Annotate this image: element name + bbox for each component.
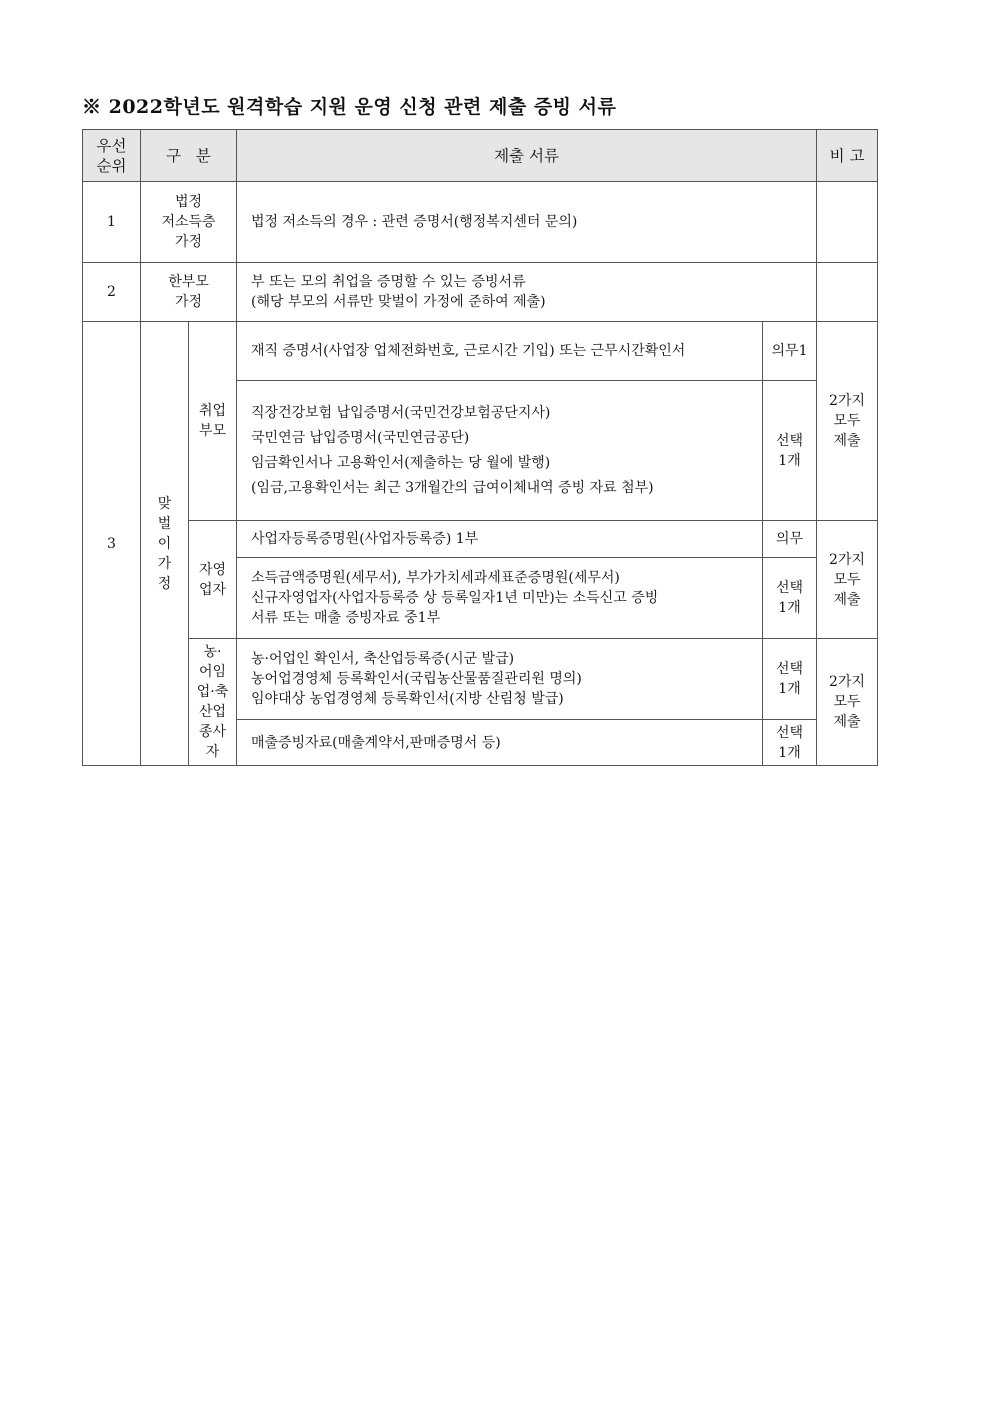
- header-note: 비 고: [817, 130, 878, 182]
- table-row: [83, 521, 878, 558]
- row3-category: 맞 벌 이 가 정: [141, 322, 189, 766]
- farming-note: 2가지 모두 제출: [817, 639, 878, 766]
- self-employed-note: 2가지 모두 제출: [817, 521, 878, 639]
- row1-document: 법정 저소득의 경우 : 관련 증명서(행정복지센터 문의): [237, 182, 817, 263]
- employed-req1: 의무1: [763, 322, 817, 381]
- self-employed-doc1: 사업자등록증명원(사업자등록증) 1부: [237, 521, 763, 558]
- employed-doc2-line: 직장건강보험 납입증명서(국민건강보험공단지사): [251, 404, 551, 421]
- self-employed-doc2-line: 소득금액증명원(세무서), 부가가치세과세표준증명원(세무서): [251, 570, 620, 586]
- document-table: [82, 129, 878, 766]
- employed-note: 2가지 모두 제출: [817, 322, 878, 521]
- farming-req1: 선택 1개: [763, 639, 817, 720]
- farming-doc1-line: 농어업경영체 등록확인서(국립농산물품질관리원 명의): [251, 671, 582, 687]
- table-row: [83, 263, 878, 322]
- employed-doc1: 재직 증명서(사업장 업체전화번호, 근로시간 기입) 또는 근무시간확인서: [237, 322, 763, 381]
- row2-document: [237, 263, 817, 322]
- page-title: ※ 2022학년도 원격학습 지원 운영 신청 관련 제출 증빙 서류: [82, 96, 617, 118]
- farming-doc1-line: 임야대상 농업경영체 등록확인서(지방 산림청 발급): [251, 691, 564, 707]
- employed-doc2-line: 임금확인서나 고용확인서(제출하는 당 월에 발행): [251, 454, 551, 471]
- row2-category: 한부모 가정: [141, 263, 237, 322]
- row1-note: [817, 182, 878, 263]
- row2-priority: 2: [83, 263, 141, 322]
- farming-doc1: [237, 639, 763, 720]
- self-employed-req1: 의무: [763, 521, 817, 558]
- self-employed-doc2-line: 신규자영업자(사업자등록증 상 등록일자1년 미만)는 소득신고 증빙: [251, 590, 659, 606]
- row3-priority: 3: [83, 322, 141, 766]
- header-category: 구 분: [141, 130, 237, 182]
- employed-doc2-line: 국민연금 납입증명서(국민연금공단): [251, 429, 470, 446]
- employed-doc2-line: (임금,고용확인서는 최근 3개월간의 급여이체내역 증빙 자료 첨부): [251, 479, 654, 496]
- row1-priority: 1: [83, 182, 141, 263]
- farming-doc2: 매출증빙자료(매출계약서,판매증명서 등): [237, 720, 763, 766]
- row2-document-line: 부 또는 모의 취업을 증명할 수 있는 증빙서류: [251, 274, 526, 290]
- row1-category: 법정 저소득층 가정: [141, 182, 237, 263]
- header-priority: 우선 순위: [83, 130, 141, 182]
- header-documents: 제출 서류: [237, 130, 817, 182]
- table-row: [83, 639, 878, 720]
- farming-label: 농· 어임 업·축 산업 종사 자: [189, 639, 237, 766]
- self-employed-doc2-line: 서류 또는 매출 증빙자료 중1부: [251, 610, 441, 626]
- row2-note: [817, 263, 878, 322]
- self-employed-doc2: [237, 558, 763, 639]
- table-header-row: [83, 130, 878, 182]
- employed-doc2: [237, 381, 763, 521]
- table-row: [83, 182, 878, 263]
- farming-req2: 선택 1개: [763, 720, 817, 766]
- self-employed-label: 자영 업자: [189, 521, 237, 639]
- table-row: [83, 322, 878, 381]
- employed-req2: 선택 1개: [763, 381, 817, 521]
- row2-document-line: (해당 부모의 서류만 맞벌이 가정에 준하여 제출): [251, 294, 546, 310]
- farming-doc1-line: 농·어업인 확인서, 축산업등록증(시군 발급): [251, 651, 515, 667]
- employed-label: 취업 부모: [189, 322, 237, 521]
- self-employed-req2: 선택 1개: [763, 558, 817, 639]
